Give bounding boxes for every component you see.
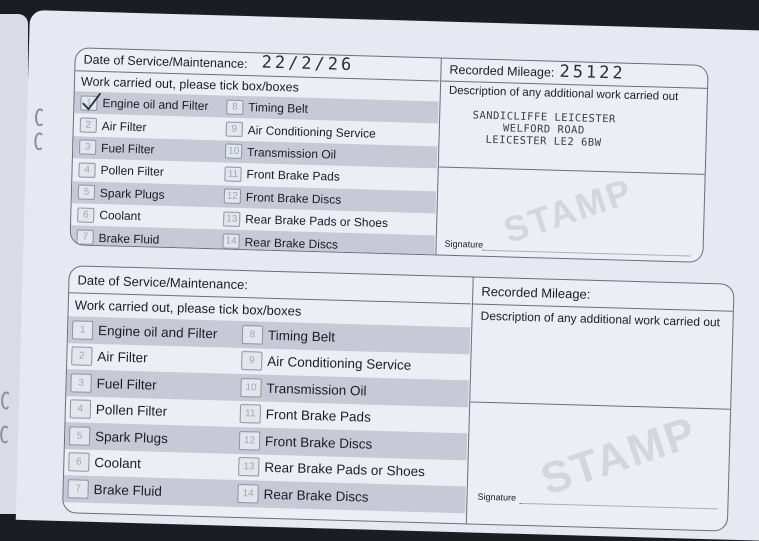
- signature-label: Signature: [477, 491, 517, 503]
- description-label: Description of any additional work carried out: [448, 84, 679, 104]
- service-item[interactable]: [239, 401, 371, 431]
- tick-mark-icon: [79, 90, 103, 114]
- tick-box[interactable]: 3: [79, 140, 96, 155]
- service-item[interactable]: [71, 343, 148, 372]
- service-record-card-2: [62, 265, 735, 531]
- stamp-watermark: STAMP: [534, 407, 703, 505]
- service-item[interactable]: [70, 369, 157, 398]
- signature-line[interactable]: [482, 250, 690, 257]
- tick-box[interactable]: 6: [68, 453, 90, 473]
- service-item-label: Front Brake Discs: [245, 189, 342, 207]
- date-value[interactable]: 22/2/26: [261, 52, 355, 76]
- service-item-label: Coolant: [94, 455, 142, 472]
- tick-box[interactable]: 13: [238, 457, 260, 477]
- work-header: Work carried out, please tick box/boxes: [80, 74, 300, 95]
- service-item[interactable]: [240, 374, 367, 404]
- service-item[interactable]: [222, 230, 338, 256]
- service-item-label: Air Conditioning Service: [247, 122, 376, 141]
- service-item[interactable]: [70, 396, 168, 425]
- service-item-label: Spark Plugs: [99, 185, 165, 202]
- service-item-label: Coolant: [99, 208, 141, 224]
- service-item[interactable]: [78, 181, 165, 206]
- service-item-label: Pollen Filter: [95, 402, 168, 420]
- tick-box[interactable]: 4: [78, 162, 95, 177]
- service-item[interactable]: [77, 203, 141, 227]
- tick-box[interactable]: 8: [242, 325, 264, 345]
- service-item-label: Fuel Filter: [100, 141, 155, 157]
- description-section: [435, 58, 707, 261]
- work-header: Work carried out, please tick box/boxes: [74, 297, 302, 319]
- dealer-stamp: [463, 109, 624, 149]
- tick-box[interactable]: 4: [70, 400, 92, 420]
- service-item[interactable]: [225, 140, 336, 165]
- tick-box[interactable]: 11: [240, 404, 262, 424]
- tick-box[interactable]: 5: [69, 426, 91, 446]
- service-item[interactable]: [78, 159, 164, 184]
- date-label: Date of Service/Maintenance:: [77, 272, 249, 293]
- tick-box[interactable]: 9: [241, 351, 263, 371]
- service-item[interactable]: [224, 163, 340, 189]
- tick-box[interactable]: 10: [240, 378, 262, 398]
- tick-box[interactable]: 12: [224, 189, 241, 204]
- tick-box[interactable]: 9: [226, 122, 243, 137]
- service-item-label: Pollen Filter: [100, 163, 165, 180]
- tick-box[interactable]: 14: [237, 484, 259, 504]
- divider: [439, 166, 705, 174]
- service-item-label: Spark Plugs: [94, 428, 169, 446]
- service-item[interactable]: [67, 475, 162, 504]
- service-item[interactable]: [79, 114, 146, 138]
- service-item-label: Air Conditioning Service: [267, 354, 412, 374]
- signature-label: Signature: [444, 238, 484, 250]
- tick-box[interactable]: 3: [70, 373, 92, 393]
- tick-box[interactable]: 2: [80, 118, 97, 133]
- date-label: Date of Service/Maintenance:: [83, 52, 248, 72]
- stamp-line-1: SANDICLIFFE LEICESTER: [472, 109, 616, 126]
- service-item-label: Rear Brake Pads or Shoes: [245, 212, 389, 231]
- mileage-label: Recorded Mileage:: [449, 62, 555, 80]
- tick-box[interactable]: 2: [71, 347, 93, 367]
- description-section: [466, 277, 734, 530]
- service-item-label: Brake Fluid: [93, 481, 163, 499]
- service-item-label: Transmission Oil: [246, 145, 337, 162]
- service-item[interactable]: [239, 427, 373, 457]
- service-item-label: Air Filter: [101, 118, 147, 134]
- service-item-label: Fuel Filter: [96, 375, 157, 393]
- service-item-label: Brake Fluid: [98, 230, 160, 247]
- mileage-value[interactable]: 25122: [559, 61, 626, 84]
- service-item-label: Rear Brake Discs: [263, 486, 369, 505]
- tick-box[interactable]: 11: [224, 166, 241, 181]
- service-item[interactable]: [76, 226, 159, 251]
- service-item-label: Front Brake Discs: [264, 433, 373, 452]
- signature-line[interactable]: [519, 503, 717, 510]
- service-item[interactable]: [69, 422, 168, 451]
- service-item-label: Engine oil and Filter: [97, 322, 218, 342]
- mileage-label: Recorded Mileage:: [481, 283, 591, 302]
- divider: [470, 401, 730, 409]
- service-item[interactable]: [79, 136, 155, 160]
- service-item-label: Engine oil and Filter: [102, 96, 209, 114]
- service-item-label: Front Brake Pads: [265, 406, 372, 425]
- tick-box[interactable]: 7: [76, 229, 93, 244]
- service-item[interactable]: [68, 449, 141, 478]
- tick-box[interactable]: 8: [226, 99, 243, 114]
- binding-ring: [34, 132, 44, 150]
- service-item[interactable]: [242, 321, 336, 350]
- service-item-label: Timing Belt: [267, 327, 336, 345]
- service-item-label: Front Brake Pads: [246, 167, 341, 185]
- service-item-label: Transmission Oil: [266, 380, 367, 399]
- work-section: [70, 48, 439, 254]
- service-item-label: Rear Brake Pads or Shoes: [264, 459, 426, 480]
- binding-ring: [35, 108, 45, 126]
- tick-box[interactable]: 1: [80, 95, 97, 110]
- service-item-label: Rear Brake Discs: [244, 234, 339, 252]
- service-record-card-1: [69, 47, 708, 263]
- stamp-line-2: WELFORD ROAD: [502, 122, 585, 137]
- service-item[interactable]: [226, 96, 308, 121]
- tick-box[interactable]: 12: [239, 431, 261, 451]
- tick-box[interactable]: 1: [72, 320, 94, 340]
- description-label: Description of any additional work carried out: [480, 308, 721, 330]
- tick-box[interactable]: 5: [78, 185, 95, 200]
- tick-box[interactable]: 10: [225, 144, 242, 159]
- stamp-line-3: LEICESTER LE2 6BW: [485, 133, 602, 150]
- tick-box[interactable]: 6: [77, 207, 94, 222]
- service-item-label: Timing Belt: [248, 100, 309, 116]
- service-item[interactable]: [72, 316, 218, 347]
- work-section: [63, 266, 472, 523]
- tick-box[interactable]: 14: [222, 234, 239, 249]
- tick-box[interactable]: 7: [67, 479, 89, 499]
- stamp-watermark: STAMP: [498, 170, 638, 252]
- service-book-page: [16, 10, 759, 541]
- tick-box[interactable]: 13: [223, 211, 240, 226]
- service-item-label: Air Filter: [97, 349, 148, 366]
- service-item[interactable]: [224, 185, 342, 211]
